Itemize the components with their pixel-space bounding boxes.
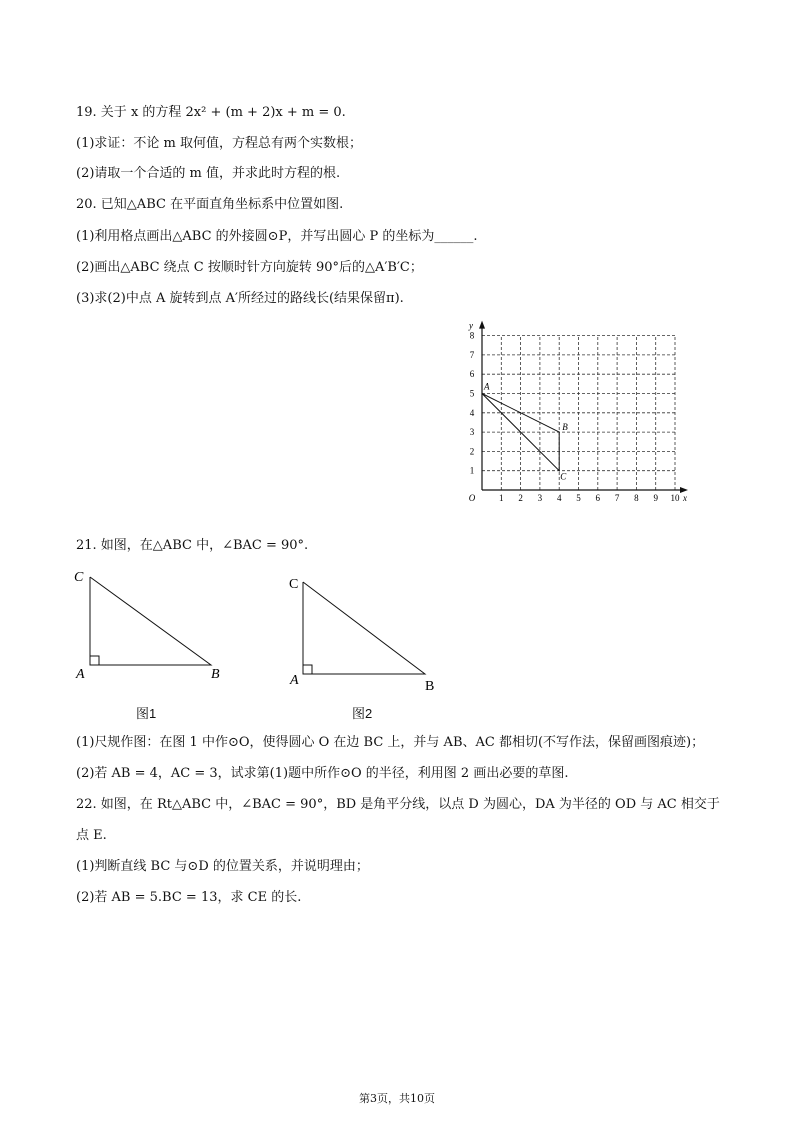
q20-part3: (3)求(2)中点 A 旋转到点 A′所经过的路线长(结果保留π). bbox=[76, 291, 404, 306]
point-label-b: B bbox=[562, 422, 568, 433]
q20-part2: (2)画出△ABC 绕点 C 按顺时针方向旋转 90°后的△A′B′C； bbox=[76, 260, 423, 275]
x-tick-label: 6 bbox=[595, 493, 601, 503]
fig1-label-b: B bbox=[211, 667, 220, 682]
q20-part1: (1)利用格点画出△ABC 的外接圆⊙P，并写出圆心 P 的坐标为______. bbox=[76, 229, 478, 244]
q19-part1: (1)求证：不论 m 取何值，方程总有两个实数根； bbox=[76, 136, 363, 151]
x-tick-label: 9 bbox=[653, 493, 658, 503]
point-label-a: A bbox=[484, 381, 490, 392]
x-tick-label: 8 bbox=[634, 493, 639, 503]
x-axis-label: x bbox=[683, 493, 687, 503]
x-tick-label: 5 bbox=[576, 493, 581, 503]
q22-part1: (1)判断直线 BC 与⊙D 的位置关系，并说明理由； bbox=[76, 859, 369, 874]
fig1-label-a: A bbox=[76, 667, 85, 682]
point-label-c: C bbox=[560, 471, 567, 482]
y-tick-label: 6 bbox=[469, 369, 475, 380]
x-tick-label: 1 bbox=[499, 493, 504, 503]
y-tick-label: 5 bbox=[469, 388, 475, 399]
fig2-label-a: A bbox=[290, 673, 299, 688]
fig2-caption: 图2 bbox=[352, 706, 373, 721]
q20-stem: 20. 已知△ABC 在平面直角坐标系中位置如图. bbox=[76, 197, 344, 212]
y-axis-label: y bbox=[469, 320, 473, 331]
figure-2-triangle bbox=[283, 570, 448, 695]
triangle-abc bbox=[482, 382, 568, 482]
fig1-label-c: C bbox=[74, 570, 84, 585]
y-tick-label: 2 bbox=[469, 446, 475, 457]
y-tick-label: 7 bbox=[469, 349, 475, 360]
x-tick-label: 10 bbox=[670, 493, 680, 503]
figure-1-triangle bbox=[70, 565, 235, 685]
x-tick-label: 2 bbox=[518, 493, 523, 503]
axes bbox=[479, 321, 688, 493]
grid-lines bbox=[482, 336, 675, 490]
x-tick-label: 3 bbox=[537, 493, 543, 503]
page-footer: 第3页，共10页 bbox=[359, 1092, 435, 1105]
y-axis-arrow bbox=[479, 321, 485, 329]
x-tick-label: 7 bbox=[614, 493, 620, 503]
y-tick-label: 3 bbox=[469, 427, 475, 438]
fig2-label-c: C bbox=[289, 577, 299, 592]
y-tick-label: 4 bbox=[469, 407, 475, 418]
q21-part2: (2)若 AB = 4，AC = 3，试求第(1)题中所作⊙O 的半径，利用图 2 画出必要的草图. bbox=[76, 766, 569, 781]
y-tick-label: 1 bbox=[469, 465, 475, 476]
q21-part1: (1)尺规作图：在图 1 中作⊙O，使得圆心 O 在边 BC 上，并与 AB、AC 都相切(不写作法，保留画图痕迹)； bbox=[76, 735, 705, 750]
fig1-caption: 图1 bbox=[136, 706, 157, 721]
fig2-label-b: B bbox=[425, 679, 435, 694]
q19-stem: 19. 关于 x 的方程 2x² + (m + 2)x + m = 0. bbox=[76, 105, 346, 120]
x-tick-label: 4 bbox=[556, 493, 562, 503]
y-tick-label: 8 bbox=[469, 330, 475, 341]
q22-part2: (2)若 AB = 5.BC = 13，求 CE 的长. bbox=[76, 890, 302, 905]
q22-stem-cont: 点 E. bbox=[76, 828, 107, 843]
q22-stem: 22. 如图，在 Rt△ABC 中，∠BAC = 90°，BD 是角平分线，以点 D 为圆心，DA 为半径的 OD 与 AC 相交于 bbox=[76, 797, 720, 812]
origin-label: O bbox=[468, 493, 476, 503]
q19-part2: (2)请取一个合适的 m 值，并求此时方程的根. bbox=[76, 166, 341, 181]
q21-stem: 21. 如图，在△ABC 中，∠BAC = 90°. bbox=[76, 538, 309, 553]
coordinate-grid-figure bbox=[455, 312, 705, 504]
